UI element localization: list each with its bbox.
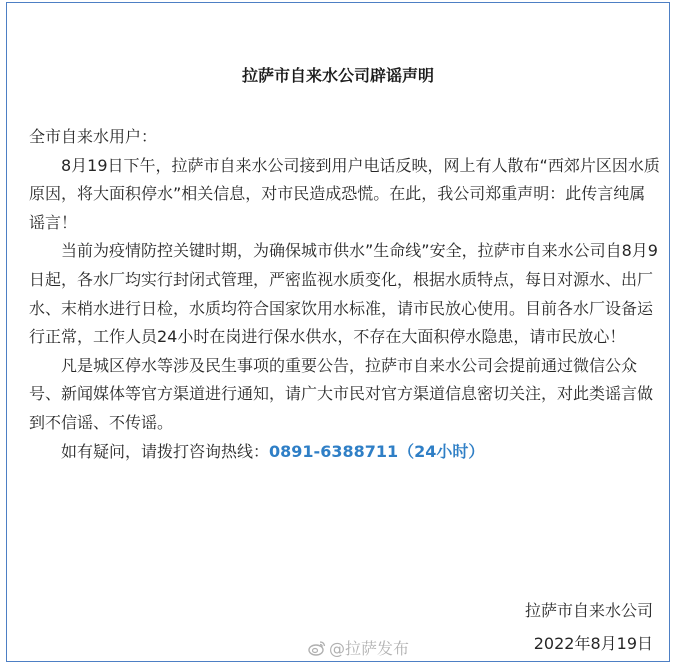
- inquiry-line: [29, 438, 661, 467]
- hotline-number[interactable]: 0891-6388711（24小时）: [269, 441, 485, 461]
- announcement-body: [29, 123, 661, 466]
- weibo-icon: [308, 640, 326, 656]
- inquiry-prefix: 如有疑问，请拨打咨询热线：: [61, 441, 270, 461]
- announcement-frame: [6, 2, 670, 662]
- greeting: 全市自来水用户：: [29, 127, 158, 146]
- watermark-text: @拉萨发布: [329, 639, 410, 658]
- paragraph-1: 8月19日下午，拉萨市自来水公司接到用户电话反映，网上有人散布“西郊片区因水质原因，将大面积停水”相关信息，对市民造成恐慌。在此，我公司郑重声明：此传言纯属谣言！: [29, 155, 660, 232]
- signature-date: 2022年8月19日: [533, 634, 653, 653]
- paragraph-3: 凡是城区停水等涉及民生事项的重要公告，拉萨市自来水公司会提前通过微信公众号、新闻媒体等官方渠道进行通知，请广大市民对官方渠道信息密切关注，对此类谣言做到不信谣、不传谣。: [29, 355, 654, 432]
- announcement-title: 拉萨市自来水公司辟谣声明: [241, 66, 434, 85]
- watermark: [308, 636, 409, 659]
- paragraph-2: 当前为疫情防控关键时期，为确保城市供水”生命线”安全，拉萨市自来水公司自8月9日起，各水厂均实行封闭式管理，严密监视水质变化，根据水质特点，每日对源水、出厂水、末梢水进行日检，水质均符合国家饮用水标准，请市民放心使用。目前各水厂设备运行正常，工作人员24小时在岗进行保水供水，不存在大面积停水隐患，请市民放心！: [29, 241, 658, 347]
- signature-org: 拉萨市自来水公司: [524, 601, 653, 620]
